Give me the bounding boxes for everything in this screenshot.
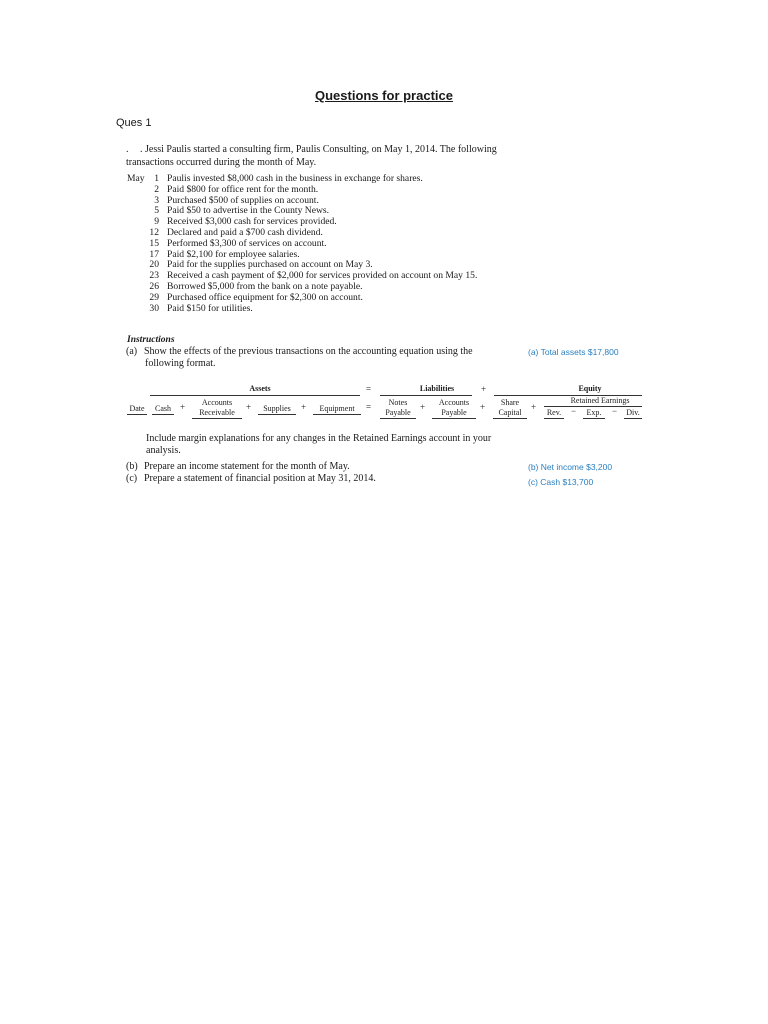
op-plus-5: +: [480, 402, 486, 412]
transaction-day: 17: [149, 248, 159, 260]
col-expenses: Exp.: [583, 408, 605, 419]
margin-note: Include margin explanations for any changes in the Retained Earnings account in your analysis.: [146, 433, 492, 456]
liabilities-header: Liabilities: [419, 384, 455, 393]
col-accounts-receivable: Accounts Receivable: [192, 398, 242, 419]
part-c-text: Prepare a statement of financial position at May 31, 2014.: [144, 473, 376, 484]
assets-rule: [150, 395, 360, 396]
part-c: [126, 473, 376, 484]
transaction-text: Paid $50 to advertise in the County News.: [167, 205, 330, 217]
intro-text: . Jessi Paulis started a consulting firm, Paulis Consulting, on May 1, 2014. The following transactions occurred during the month of May.: [126, 144, 497, 168]
part-b-text: Prepare an income statement for the month of May.: [144, 461, 350, 472]
transaction-text: Purchased $500 of supplies on account.: [167, 194, 319, 206]
transaction-month: May: [127, 173, 145, 184]
transaction-text: Paid for the supplies purchased on account on May 3.: [167, 259, 373, 271]
col-accounts-payable: Accounts Payable: [432, 398, 476, 419]
transaction-text: Paid $150 for utilities.: [167, 302, 253, 314]
retained-earnings-header: Retained Earnings: [570, 396, 630, 405]
transaction-text: Received $3,000 cash for services provided.: [167, 216, 337, 228]
transaction-text: Received a cash payment of $2,000 for services provided on account on May 15.: [167, 270, 478, 282]
transaction-day: 15: [149, 237, 159, 249]
page-title: Questions for practice: [315, 88, 453, 103]
col-equipment: Equipment: [313, 404, 361, 415]
transaction-text: Declared and paid a $700 cash dividend.: [167, 226, 323, 238]
part-a-label: (a): [126, 346, 138, 357]
transaction-day: 29: [149, 291, 159, 303]
part-c-label: (c): [126, 473, 138, 484]
part-b: [126, 461, 350, 472]
col-notes-payable: Notes Payable: [380, 398, 416, 419]
transaction-day: 2: [154, 183, 159, 195]
transaction-day: 26: [149, 280, 159, 292]
equals-sign: =: [366, 384, 372, 394]
col-cash: Cash: [152, 404, 174, 415]
liabilities-rule: [380, 395, 472, 396]
part-a-text: Show the effects of the previous transactions on the accounting equation using the: [144, 346, 473, 357]
transaction-text: Purchased office equipment for $2,300 on account.: [167, 291, 363, 303]
op-plus-3: +: [301, 402, 307, 412]
transaction-text: Paid $2,100 for employee salaries.: [167, 248, 300, 260]
col-revenue: Rev.: [544, 408, 564, 419]
transaction-text: Borrowed $5,000 from the bank on a note payable.: [167, 280, 363, 292]
part-b-answer: (b) Net income $3,200: [528, 462, 613, 472]
part-a-text-2: following format.: [145, 358, 216, 369]
transaction-list: [127, 174, 477, 314]
question-label: Ques 1: [116, 117, 152, 129]
col-supplies: Supplies: [258, 404, 296, 415]
transaction-text: Paid $800 for office rent for the month.: [167, 183, 319, 195]
transaction-day: 12: [149, 226, 159, 238]
transaction-day: 5: [154, 205, 159, 217]
transaction-day: 20: [149, 259, 159, 271]
bullet-marker: .: [126, 144, 129, 155]
col-date: Date: [127, 404, 147, 415]
part-a: [126, 346, 522, 370]
transaction-text: Performed $3,300 of services on account.: [167, 237, 327, 249]
transaction-day: 1: [154, 173, 159, 184]
transaction-day: 9: [154, 216, 159, 228]
transaction-text: Paulis invested $8,000 cash in the business in exchange for shares.: [167, 173, 423, 184]
op-equals: =: [366, 402, 372, 412]
transaction-day: 3: [154, 194, 159, 206]
op-minus-2: −: [612, 406, 618, 416]
equity-header: Equity: [578, 384, 602, 393]
transaction-day: 30: [149, 302, 159, 314]
problem-intro: [126, 143, 526, 169]
col-share-capital: Share Capital: [493, 398, 527, 419]
part-b-label: (b): [126, 461, 138, 472]
transaction-day: 23: [149, 270, 159, 282]
op-plus-6: +: [531, 402, 537, 412]
plus-sign: +: [481, 384, 487, 394]
instructions-heading: Instructions: [127, 335, 175, 345]
op-plus-4: +: [420, 402, 426, 412]
assets-header: Assets: [249, 384, 271, 393]
part-c-answer: (c) Cash $13,700: [528, 477, 594, 487]
op-minus-1: −: [571, 406, 577, 416]
part-a-answer: (a) Total assets $17,800: [528, 347, 619, 357]
col-dividends: Div.: [624, 408, 642, 419]
retained-rule: [544, 406, 642, 407]
op-plus-1: +: [180, 402, 186, 412]
transaction-row: [127, 304, 477, 315]
op-plus-2: +: [246, 402, 252, 412]
